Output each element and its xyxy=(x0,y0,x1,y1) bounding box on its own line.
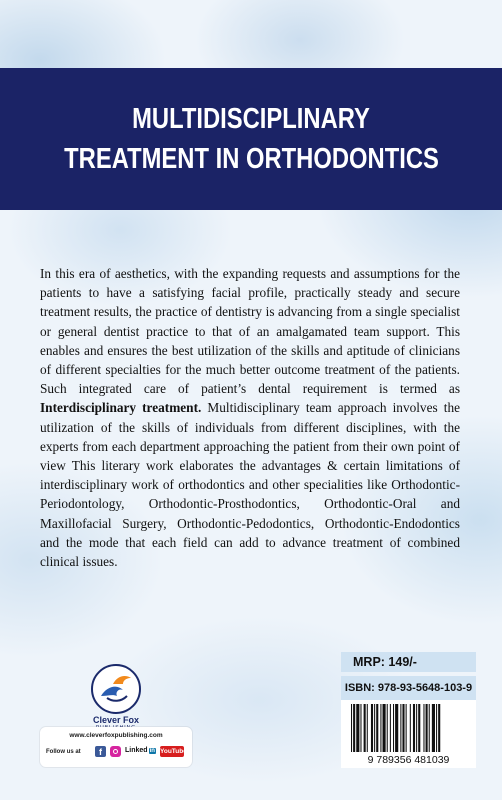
barcode-box xyxy=(341,676,476,768)
barcode-digits: 9 789356 481039 xyxy=(367,754,450,766)
barcode-bar xyxy=(353,704,355,752)
barcode-bar xyxy=(367,704,368,752)
blurb-part-2: Multidisciplinary team approach involves the utilization of the skills of individuals from different disciplines, with the experts from each department approaching the patient from their own point of view This literary work elaborates the advantages & certain limitations of interdisciplinary work of orthodontics and other specialities like Orthodontic-Periodontology, Orthodontic-Prosthodontics, Orthodontic-Oral and Maxillofacial Surgery, Orthodontic-Pedodontics, Orthodontic-Endodontics and the mode that each field can add to advance treatment of combined clinical issues. xyxy=(40,400,460,570)
barcode-bar xyxy=(426,704,428,752)
barcode-bar xyxy=(402,704,404,752)
barcode-bar xyxy=(360,704,361,752)
instagram-icon[interactable] xyxy=(110,746,121,757)
barcode-bar xyxy=(383,704,386,752)
publisher-name: Clever Fox xyxy=(92,715,140,725)
barcode-bar xyxy=(395,704,398,752)
linkedin-label: Linked xyxy=(125,747,148,754)
barcode-bar xyxy=(429,704,430,752)
barcode-bar xyxy=(413,704,415,752)
barcode-bar xyxy=(374,704,375,752)
title-band xyxy=(0,68,502,210)
barcode-bar xyxy=(387,704,388,752)
barcode-bar xyxy=(380,704,381,752)
social-bar xyxy=(40,727,192,767)
barcode-bar xyxy=(371,704,373,752)
title-line-2: TREATMENT IN ORTHODONTICS xyxy=(63,143,439,175)
title-line-1: MULTIDISCIPLINARY xyxy=(132,103,370,135)
website-link[interactable]: www.cleverfoxpublishing.com xyxy=(69,732,163,739)
price-label: MRP: 149/- xyxy=(341,652,476,672)
blurb-bold-term: Interdisciplinary treatment. xyxy=(40,400,202,416)
barcode-bar xyxy=(364,704,366,752)
barcode-bar xyxy=(356,704,359,752)
blurb-part-1: In this era of aesthetics, with the expanding requests and assumptions for the patients to have a satisfying facial profile, practically steady and secure treatment results, the practice of dentistry is advancing from a single specialist or general dentist practice to that of an amalgamated team support. This enables and ensures the best utilization of the skills and aptitude of clinicians of different specialties for the much better outcome treatment of the patients. Such integrated care of patient’s dental requirement is termed as xyxy=(40,266,460,397)
barcode-bar xyxy=(406,704,407,752)
linkedin-icon[interactable]: Linked in xyxy=(125,747,155,754)
barcode-bar xyxy=(438,704,440,752)
barcode-bar xyxy=(423,704,424,752)
barcode-bar xyxy=(376,704,378,752)
barcode-bar xyxy=(393,704,394,752)
barcode-bar xyxy=(418,704,420,752)
barcode-bars xyxy=(351,704,440,752)
back-cover-blurb xyxy=(40,264,460,571)
barcode-bar xyxy=(432,704,435,752)
fox-logo-icon xyxy=(91,664,141,714)
barcode-bar xyxy=(400,704,401,752)
barcode-image xyxy=(345,702,472,766)
barcode-bar xyxy=(410,704,411,752)
facebook-icon[interactable]: f xyxy=(95,746,106,757)
barcode-bar xyxy=(390,704,391,752)
barcode-bar xyxy=(436,704,437,752)
barcode-bar xyxy=(416,704,417,752)
barcode-bar xyxy=(351,704,352,752)
youtube-icon[interactable]: YouTube xyxy=(160,748,187,755)
isbn-label: ISBN: 978-93-5648-103-9 xyxy=(341,676,476,700)
follow-label: Follow us at xyxy=(46,749,81,755)
